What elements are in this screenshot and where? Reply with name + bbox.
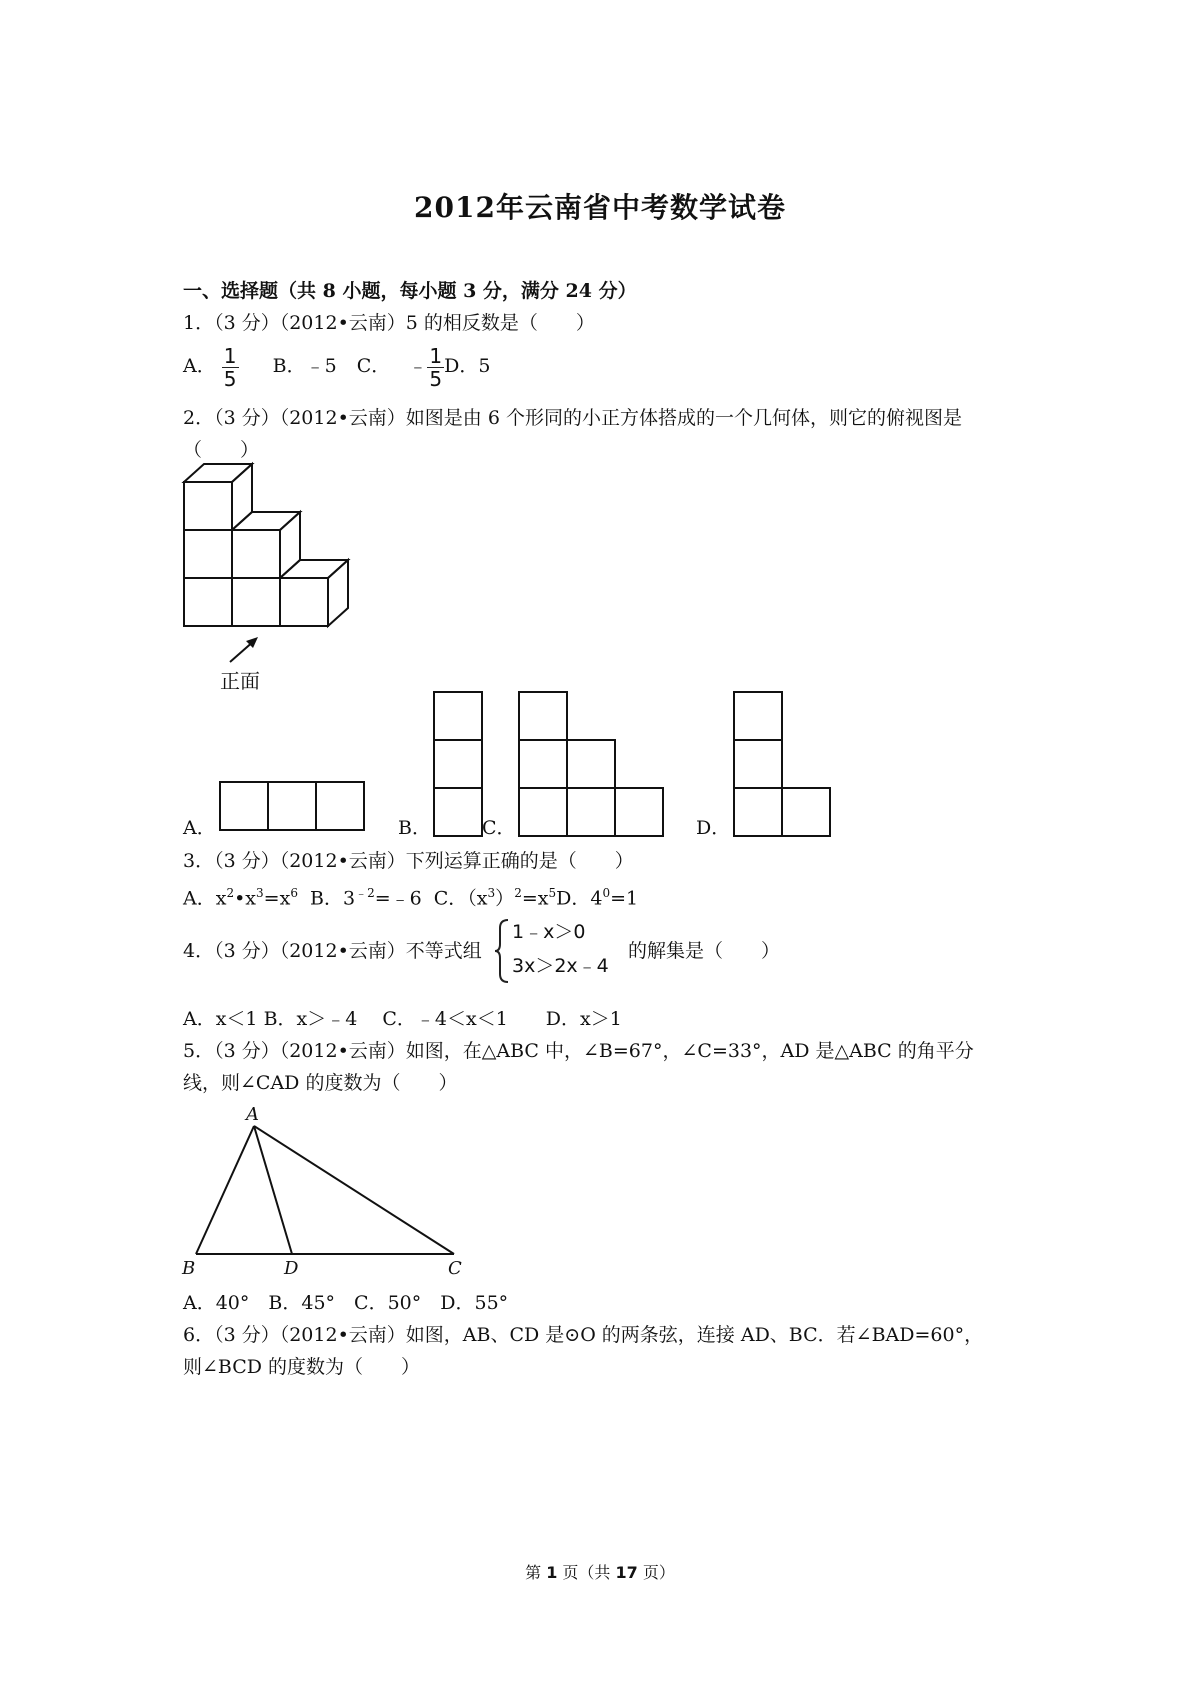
question-1-options bbox=[183, 342, 490, 390]
vertex-c-label: C bbox=[448, 1258, 462, 1279]
q3-d-rest: =1 bbox=[610, 887, 639, 910]
question-6-stem-cont: 则∠BCD 的度数为（ ） bbox=[183, 1356, 421, 1378]
q4-brace bbox=[494, 918, 510, 984]
question-4-stem-end: 的解集是（ ） bbox=[628, 940, 781, 962]
q3-a-exp1: 2 bbox=[226, 886, 235, 900]
q3-option-c: C．（x bbox=[433, 887, 488, 910]
q4-inequality-2: 3x＞2x﹣4 bbox=[512, 955, 609, 977]
question-5-options: A．40° B．45° C．50° D．55° bbox=[183, 1292, 509, 1314]
q3-c-rest: =x bbox=[521, 887, 549, 910]
q3-a-exp2: 3 bbox=[256, 886, 264, 900]
q1-a-denominator: 5 bbox=[223, 366, 237, 391]
footer-prefix: 第 bbox=[525, 1563, 547, 1582]
question-5-stem: 5．（3 分）（2012•云南）如图，在△ABC 中，∠B=67°，∠C=33°，AD 是△ABC 的角平分 bbox=[183, 1040, 974, 1062]
q1-option-a-fraction bbox=[222, 343, 239, 391]
q2-option-a-label: A． bbox=[183, 817, 216, 839]
q2-option-d-figure bbox=[732, 690, 832, 838]
q3-c-exp2: 2 bbox=[514, 886, 522, 900]
point-d-label: D bbox=[284, 1258, 299, 1279]
q1-c-numerator: 1 bbox=[429, 343, 443, 368]
q3-a-part3: =x bbox=[263, 887, 291, 910]
q1-option-b: B．﹣5 bbox=[272, 355, 337, 377]
q2-option-a-figure bbox=[218, 780, 366, 834]
footer-total-pages: 17 bbox=[615, 1563, 638, 1582]
q3-a-part1: x bbox=[215, 887, 227, 910]
footer-middle: 页（共 bbox=[557, 1563, 616, 1582]
page-title: 2012年云南省中考数学试卷 bbox=[414, 191, 786, 224]
question-3-stem: 3．（3 分）（2012•云南）下列运算正确的是（ ） bbox=[183, 850, 634, 872]
q3-a-part2: •x bbox=[234, 887, 257, 910]
q1-option-d: D．5 bbox=[444, 355, 491, 377]
q3-option-b: B．3 bbox=[310, 887, 356, 910]
footer-page-number: 1 bbox=[546, 1563, 558, 1582]
section-heading: 一、选择题（共 8 小题，每小题 3 分，满分 24 分） bbox=[183, 280, 637, 302]
question-4-options: A．x＜1 B．x＞﹣4 C．﹣4＜x＜1 D．x＞1 bbox=[183, 1008, 622, 1030]
vertex-a-label: A bbox=[246, 1104, 259, 1125]
question-4-stem: 4．（3 分）（2012•云南）不等式组 bbox=[183, 940, 482, 962]
question-2-stem: 2．（3 分）（2012•云南）如图是由 6 个形同的小正方体搭成的一个几何体，则它的俯视图是 bbox=[183, 407, 962, 429]
footer-suffix: 页） bbox=[637, 1563, 675, 1582]
question-5-stem-cont: 线，则∠CAD 的度数为（ ） bbox=[183, 1072, 458, 1094]
front-label: 正面 bbox=[220, 669, 260, 693]
cube-solid-figure bbox=[180, 460, 380, 700]
q1-option-c-fraction bbox=[427, 343, 444, 391]
q1-option-a-label: A． bbox=[183, 355, 216, 377]
q2-option-b-label: B． bbox=[398, 817, 431, 839]
q2-option-c-label: C． bbox=[482, 817, 516, 839]
q1-option-c-label: C． bbox=[356, 355, 391, 377]
q3-option-a-label: A． bbox=[183, 887, 216, 910]
q3-b-rest: =﹣6 bbox=[374, 887, 422, 910]
q2-option-c-figure bbox=[517, 690, 665, 838]
q3-d-exp: 0 bbox=[602, 886, 611, 900]
q3-c-mid: ） bbox=[495, 887, 515, 910]
q3-b-exp: ﹣2 bbox=[355, 886, 375, 900]
q3-c-exp1: 3 bbox=[487, 886, 496, 900]
question-6-stem: 6．（3 分）（2012•云南）如图，AB、CD 是⊙O 的两条弦，连接 AD、BC．若∠BAD=60°， bbox=[183, 1324, 984, 1346]
q1-a-numerator: 1 bbox=[223, 343, 237, 368]
q4-inequality-1: 1﹣x＞0 bbox=[512, 921, 586, 943]
q1-option-c-neg: ﹣ bbox=[408, 355, 428, 377]
q3-option-d: D．4 bbox=[556, 887, 603, 910]
question-1-stem: 1．（3 分）（2012•云南）5 的相反数是（ ） bbox=[183, 312, 595, 334]
q2-option-d-label: D． bbox=[696, 817, 731, 839]
question-3-options bbox=[183, 880, 638, 911]
page-footer bbox=[0, 1560, 1200, 1583]
question-2-stem-cont: （ ） bbox=[183, 439, 260, 461]
q1-c-denominator: 5 bbox=[429, 366, 443, 391]
triangle-abc-figure bbox=[178, 1100, 478, 1280]
q3-c-exp3: 5 bbox=[548, 886, 557, 900]
q3-a-exp3: 6 bbox=[290, 886, 298, 900]
q2-option-b-figure bbox=[432, 690, 484, 838]
vertex-b-label: B bbox=[182, 1258, 196, 1279]
